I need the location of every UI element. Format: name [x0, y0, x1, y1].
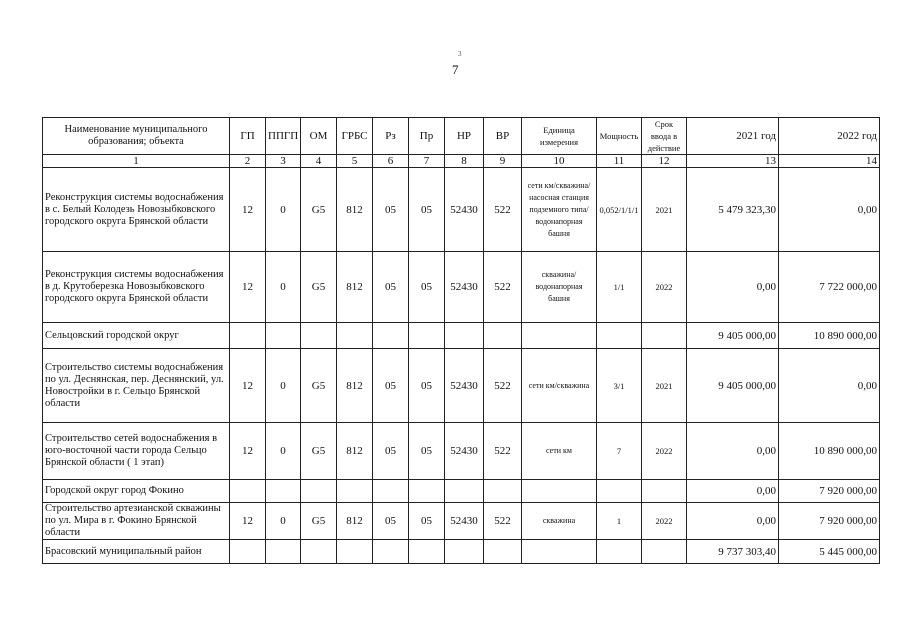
cell-gp: 12	[230, 503, 266, 540]
cell-pr: 05	[409, 503, 445, 540]
cell-pr	[409, 323, 445, 349]
cell-capacity: 7	[597, 423, 642, 480]
table-row	[43, 349, 880, 423]
table-row	[43, 168, 880, 252]
header-capacity: Мощность	[597, 118, 642, 155]
column-number: 9	[484, 155, 522, 168]
cell-unit: сети км	[522, 423, 597, 480]
object-name: Реконструкция системы водоснабжения в д. Крутоберезка Новозыбковского городского округа Брянской области	[43, 252, 230, 323]
cell-om: G5	[301, 349, 337, 423]
cell-vr	[484, 480, 522, 503]
cell-capacity	[597, 323, 642, 349]
cell-rz: 05	[373, 168, 409, 252]
object-name: Сельцовский городской округ	[43, 323, 230, 349]
cell-ppgp: 0	[266, 349, 301, 423]
cell-2022: 10 890 000,00	[779, 423, 880, 480]
cell-2021: 0,00	[687, 252, 779, 323]
header-name: Наименование муниципального образования; объекта	[43, 118, 230, 155]
cell-vr: 522	[484, 349, 522, 423]
column-number: 8	[445, 155, 484, 168]
cell-gp: 12	[230, 168, 266, 252]
table-row	[43, 480, 880, 503]
cell-om: G5	[301, 168, 337, 252]
cell-np: 52430	[445, 503, 484, 540]
cell-om: G5	[301, 423, 337, 480]
cell-np: 52430	[445, 168, 484, 252]
cell-grbs	[337, 480, 373, 503]
cell-ppgp	[266, 480, 301, 503]
column-number: 1	[43, 155, 230, 168]
cell-unit: сети км/скважина/насосная станция подземного типа/водонапорная башня	[522, 168, 597, 252]
cell-2021: 0,00	[687, 503, 779, 540]
cell-unit	[522, 480, 597, 503]
cell-2022: 0,00	[779, 168, 880, 252]
header-pr: Пр	[409, 118, 445, 155]
column-number-row	[43, 155, 880, 168]
cell-np	[445, 480, 484, 503]
cell-rz: 05	[373, 423, 409, 480]
header-term: Срок ввода в действие	[642, 118, 687, 155]
object-name: Строительство артезианской скважины по ул. Мира в г. Фокино Брянской области	[43, 503, 230, 540]
cell-2022: 5 445 000,00	[779, 540, 880, 564]
budget-table	[42, 117, 880, 564]
cell-unit: сети км/скважина	[522, 349, 597, 423]
cell-unit	[522, 540, 597, 564]
cell-2022: 7 920 000,00	[779, 480, 880, 503]
cell-ppgp: 0	[266, 423, 301, 480]
cell-2021: 9 405 000,00	[687, 323, 779, 349]
cell-gp	[230, 323, 266, 349]
cell-grbs: 812	[337, 252, 373, 323]
cell-capacity: 0,052/1/1/1	[597, 168, 642, 252]
cell-ppgp: 0	[266, 503, 301, 540]
column-number: 13	[687, 155, 779, 168]
cell-np: 52430	[445, 252, 484, 323]
cell-gp	[230, 540, 266, 564]
cell-np	[445, 540, 484, 564]
header-2022: 2022 год	[779, 118, 880, 155]
column-number: 2	[230, 155, 266, 168]
column-number: 10	[522, 155, 597, 168]
cell-vr	[484, 323, 522, 349]
column-number: 4	[301, 155, 337, 168]
cell-pr: 05	[409, 349, 445, 423]
cell-rz: 05	[373, 252, 409, 323]
cell-pr: 05	[409, 252, 445, 323]
cell-2021: 9 405 000,00	[687, 349, 779, 423]
cell-2021: 9 737 303,40	[687, 540, 779, 564]
header-2021: 2021 год	[687, 118, 779, 155]
object-name: Реконструкция системы водоснабжения в с. Белый Колодезь Новозыбковского городского округа Брянской области	[43, 168, 230, 252]
cell-term	[642, 480, 687, 503]
cell-gp: 12	[230, 423, 266, 480]
table-row	[43, 503, 880, 540]
object-name: Строительство сетей водоснабжения в юго-восточной части города Сельцо Брянской области ( 1 этап)	[43, 423, 230, 480]
cell-om	[301, 480, 337, 503]
cell-pr	[409, 540, 445, 564]
cell-pr	[409, 480, 445, 503]
cell-grbs: 812	[337, 168, 373, 252]
object-name: Городской округ город Фокино	[43, 480, 230, 503]
cell-ppgp	[266, 323, 301, 349]
column-number: 14	[779, 155, 880, 168]
cell-ppgp	[266, 540, 301, 564]
cell-term	[642, 540, 687, 564]
cell-2021: 0,00	[687, 423, 779, 480]
cell-rz	[373, 323, 409, 349]
cell-rz	[373, 540, 409, 564]
cell-ppgp: 0	[266, 168, 301, 252]
cell-om	[301, 323, 337, 349]
cell-np: 52430	[445, 423, 484, 480]
cell-unit: скважина/водонапорная башня	[522, 252, 597, 323]
cell-grbs: 812	[337, 349, 373, 423]
column-number: 12	[642, 155, 687, 168]
cell-rz: 05	[373, 503, 409, 540]
cell-capacity: 3/1	[597, 349, 642, 423]
column-number: 7	[409, 155, 445, 168]
cell-np: 52430	[445, 349, 484, 423]
header-gp: ГП	[230, 118, 266, 155]
cell-term: 2022	[642, 252, 687, 323]
cell-vr: 522	[484, 252, 522, 323]
column-number: 5	[337, 155, 373, 168]
cell-rz: 05	[373, 349, 409, 423]
table-row	[43, 540, 880, 564]
cell-rz	[373, 480, 409, 503]
page-number: 7	[452, 62, 459, 77]
object-name: Строительство системы водоснабжения по ул. Деснянская, пер. Деснянский, ул. Новостройки в г. Сельцо Брянской области	[43, 349, 230, 423]
header-unit: Единица измерения	[522, 118, 597, 155]
cell-grbs: 812	[337, 423, 373, 480]
cell-2021: 0,00	[687, 480, 779, 503]
header-grbs: ГРБС	[337, 118, 373, 155]
cell-ppgp: 0	[266, 252, 301, 323]
cell-capacity: 1/1	[597, 252, 642, 323]
header-vr: ВР	[484, 118, 522, 155]
cell-gp	[230, 480, 266, 503]
cell-om: G5	[301, 252, 337, 323]
header-om: ОМ	[301, 118, 337, 155]
cell-np	[445, 323, 484, 349]
cell-term: 2021	[642, 168, 687, 252]
cell-capacity	[597, 540, 642, 564]
cell-2022: 10 890 000,00	[779, 323, 880, 349]
table-row	[43, 323, 880, 349]
column-number: 11	[597, 155, 642, 168]
cell-unit: скважина	[522, 503, 597, 540]
cell-term: 2021	[642, 349, 687, 423]
cell-2022: 7 920 000,00	[779, 503, 880, 540]
cell-vr: 522	[484, 503, 522, 540]
cell-unit	[522, 323, 597, 349]
header-ppgp: ППГП	[266, 118, 301, 155]
cell-grbs: 812	[337, 503, 373, 540]
object-name: Брасовский муниципальный район	[43, 540, 230, 564]
cell-pr: 05	[409, 168, 445, 252]
cell-grbs	[337, 540, 373, 564]
cell-capacity	[597, 480, 642, 503]
cell-term: 2022	[642, 503, 687, 540]
header-row	[43, 118, 880, 155]
column-number: 6	[373, 155, 409, 168]
cell-gp: 12	[230, 252, 266, 323]
header-np: НР	[445, 118, 484, 155]
cell-gp: 12	[230, 349, 266, 423]
cell-grbs	[337, 323, 373, 349]
cell-term: 2022	[642, 423, 687, 480]
cell-vr	[484, 540, 522, 564]
cell-pr: 05	[409, 423, 445, 480]
cell-vr: 522	[484, 423, 522, 480]
cell-2022: 0,00	[779, 349, 880, 423]
cell-2022: 7 722 000,00	[779, 252, 880, 323]
table-row	[43, 423, 880, 480]
cell-2021: 5 479 323,30	[687, 168, 779, 252]
cell-om	[301, 540, 337, 564]
column-number: 3	[266, 155, 301, 168]
cell-term	[642, 323, 687, 349]
header-rz: Рз	[373, 118, 409, 155]
cell-capacity: 1	[597, 503, 642, 540]
table-row	[43, 252, 880, 323]
cell-om: G5	[301, 503, 337, 540]
cell-vr: 522	[484, 168, 522, 252]
page-mark: 3	[458, 50, 462, 58]
